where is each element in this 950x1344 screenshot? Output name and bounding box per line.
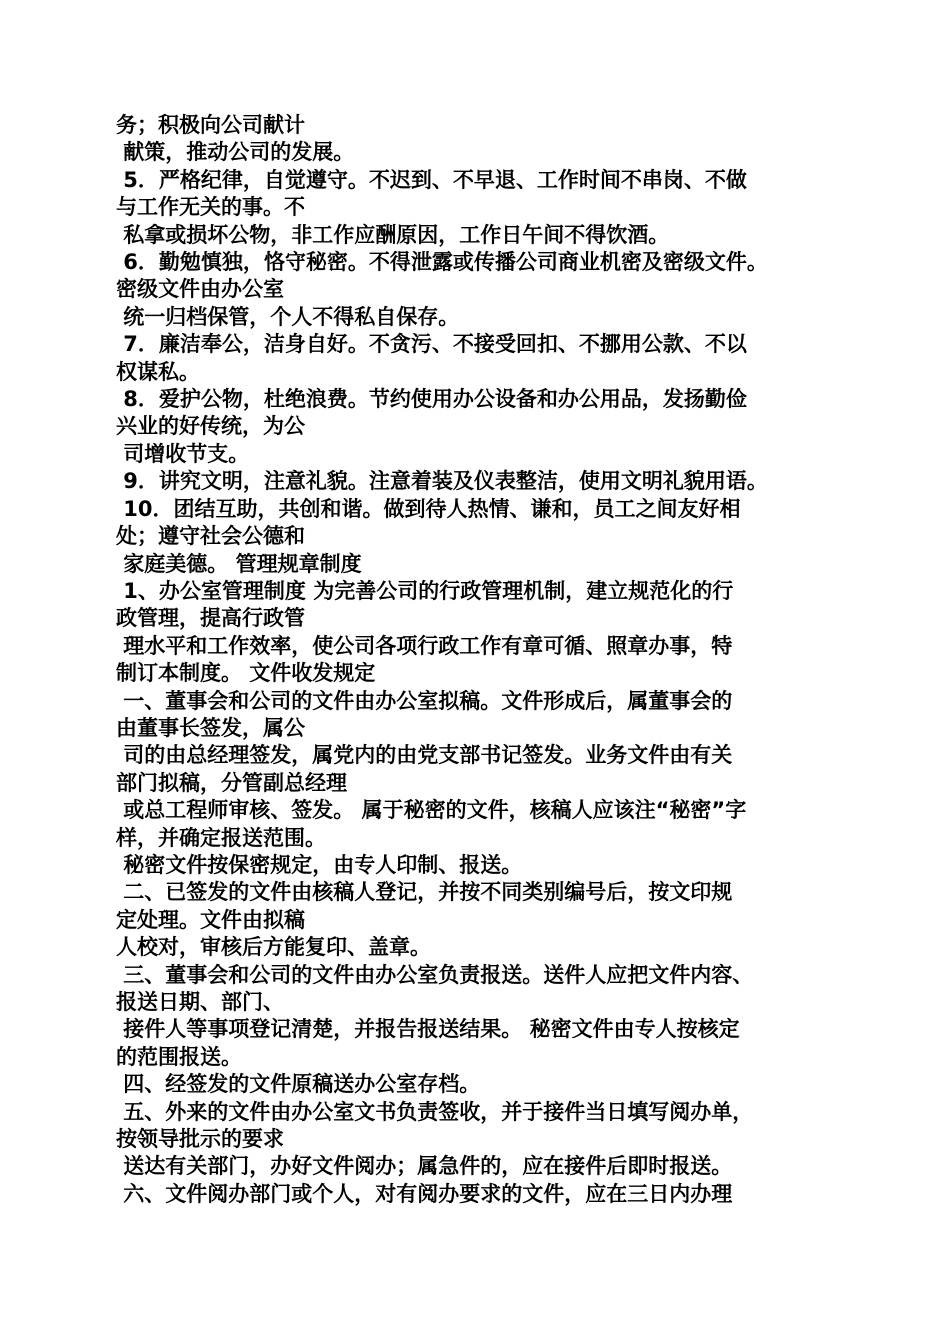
text-line: 5．严格纪律，自觉遵守。不迟到、不早退、工作时间不串岗、不做 (116, 167, 747, 192)
text-line: 一、董事会和公司的文件由办公室拟稿。文件形成后，属董事会的 (116, 688, 733, 713)
text-line: 制订本制度。 文件收发规定 (116, 661, 376, 686)
text-line: 6．勤勉慎独，恪守秘密。不得泄露或传播公司商业机密及密级文件。 (116, 250, 768, 275)
text-line: 理水平和工作效率，使公司各项行政工作有章可循、照章办事，特 (116, 633, 733, 658)
text-line: 7．廉洁奉公，洁身自好。不贪污、不接受回扣、不挪用公款、不以 (116, 332, 747, 357)
text-line: 统一归档保管，个人不得私自保存。 (116, 304, 460, 329)
text-line: 1、办公室管理制度 为完善公司的行政管理机制，建立规范化的行 (116, 578, 734, 603)
text-line: 政管理，提高行政管 (116, 606, 305, 631)
text-line: 人校对，审核后方能复印、盖章。 (116, 935, 431, 960)
text-line: 与工作无关的事。不 (116, 195, 305, 220)
text-line: 8．爱护公物，杜绝浪费。节约使用办公设备和办公用品，发扬勤俭 (116, 387, 747, 412)
text-line: 六、文件阅办部门或个人，对有阅办要求的文件，应在三日内办理 (116, 1181, 733, 1206)
text-line: 10．团结互助，共创和谐。做到待人热情、谦和，员工之间友好相 (116, 496, 741, 521)
text-line: 三、董事会和公司的文件由办公室负责报送。送件人应把文件内容、 (116, 962, 754, 987)
text-line: 秘密文件按保密规定，由专人印制、报送。 (116, 852, 523, 877)
text-line: 司增收节支。 (116, 441, 250, 466)
text-line: 五、外来的文件由办公室文书负责签收，并于接件当日填写阅办单， (116, 1099, 754, 1124)
text-line: 家庭美德。 管理规章制度 (116, 551, 362, 576)
text-line: 私拿或损坏公物，非工作应酬原因，工作日午间不得饮酒。 (116, 222, 670, 247)
text-line: 的范围报送。 (116, 1044, 242, 1069)
text-line: 样，并确定报送范围。 (116, 825, 326, 850)
text-line: 权谋私。 (116, 359, 200, 384)
text-line: 定处理。文件由拟稿 (116, 907, 305, 932)
text-line: 二、已签发的文件由核稿人登记，并按不同类别编号后，按文印规 (116, 880, 733, 905)
text-line: 密级文件由办公室 (116, 277, 284, 302)
text-line: 报送日期、部门、 (116, 990, 284, 1014)
text-line: 务；积极向公司献计 (116, 113, 305, 137)
text-line: 兴业的好传统，为公 (116, 414, 305, 439)
text-line: 四、经签发的文件原稿送办公室存档。 (116, 1072, 481, 1097)
text-line: 接件人等事项登记清楚，并报告报送结果。 秘密文件由专人按核定 (116, 1017, 740, 1042)
text-line: 司的由总经理签发，属党内的由党支部书记签发。业务文件由有关 (116, 743, 733, 768)
text-line: 部门拟稿，分管副总经理 (116, 770, 347, 795)
text-line: 9．讲究文明，注意礼貌。注意着装及仪表整洁，使用文明礼貌用语。 (116, 469, 768, 494)
text-line: 按领导批示的要求 (116, 1127, 284, 1152)
text-line: 由董事长签发，属公 (116, 715, 305, 740)
document-body (116, 112, 844, 1208)
text-line: 处；遵守社会公德和 (116, 524, 305, 549)
text-line: 献策，推动公司的发展。 (116, 140, 355, 165)
text-line: 送达有关部门，办好文件阅办；属急件的，应在接件后即时报送。 (116, 1154, 733, 1179)
text-line: 或总工程师审核、签发。 属于秘密的文件，核稿人应该注“秘密”字 (116, 798, 747, 823)
